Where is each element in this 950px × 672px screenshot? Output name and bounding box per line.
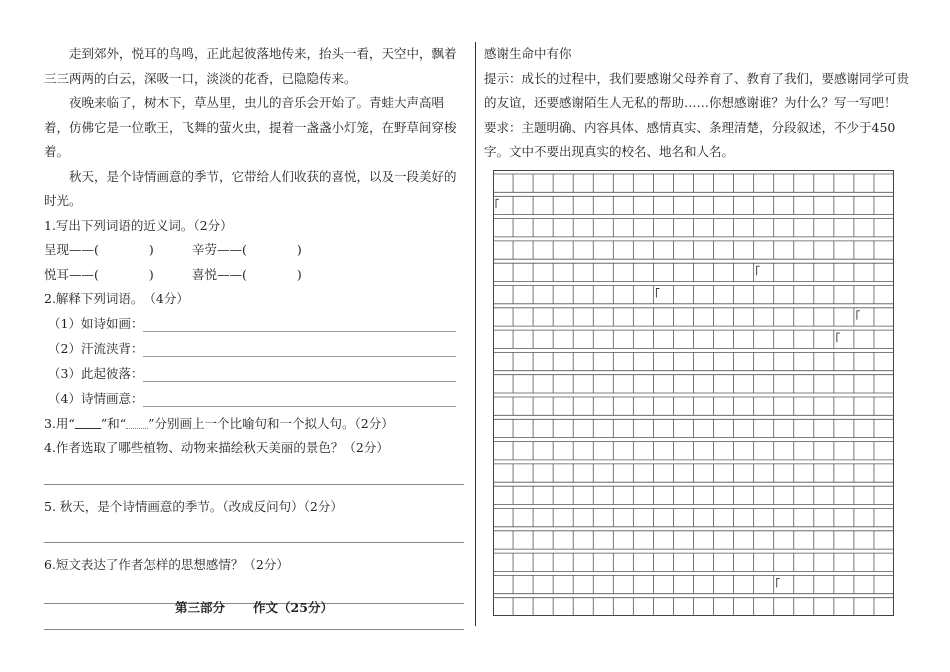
question-3 — [44, 412, 464, 437]
paragraph-mark — [777, 578, 780, 587]
paragraph-mark — [837, 333, 840, 342]
spacer — [44, 519, 464, 541]
question-5: 5. 秋天，是个诗情画意的季节。（改成反问句）（2分） — [44, 498, 343, 514]
answer-line[interactable] — [143, 365, 456, 382]
q3-text: ”和“ — [100, 415, 127, 431]
column-divider — [475, 42, 476, 626]
writing-grid[interactable] — [493, 170, 894, 616]
left-column — [44, 42, 464, 630]
q2-label: （4）诗情画意： — [48, 391, 144, 406]
answer-line[interactable] — [44, 628, 464, 630]
passage-paragraph-1: 走到郊外，悦耳的鸟鸣，正此起彼落地传来，抬头一看，天空中，飘着三三两两的白云，深吸一口，淡淡的花香，已隐隐传来。 — [44, 46, 457, 86]
spacer — [44, 461, 464, 483]
section-name: 作文（25分） — [253, 600, 333, 615]
q3-text: ”分别画上一个比喻句和一个拟人句。（2分） — [148, 415, 394, 431]
essay-title: 感谢生命中有你 — [484, 46, 572, 61]
essay-hint: 提示：成长的过程中，我们要感谢父母养育了、教育了我们，要感谢同学可贵的友谊，还要感谢陌生人无私的帮助……你想感谢谁？为什么？写一写吧！ — [484, 70, 910, 110]
paragraph-mark — [857, 311, 860, 320]
answer-line[interactable] — [143, 390, 456, 407]
question-4: 4.作者选取了哪些植物、动物来描绘秋天美丽的景色？（2分） — [44, 440, 389, 455]
paragraph-mark — [656, 289, 659, 298]
q1-item: 喜悦——( ) — [192, 266, 302, 282]
spacer — [44, 485, 464, 495]
q2-row — [44, 387, 464, 412]
q1-item: 呈现——( ) — [44, 242, 154, 257]
q1-item: 悦耳——( ) — [44, 266, 154, 282]
spacer — [44, 543, 464, 553]
section-part: 第三部分 — [175, 600, 226, 615]
q1-row-1 — [44, 238, 464, 263]
question-6: 6.短文表达了作者怎样的思想感情？（2分） — [44, 557, 289, 572]
q1-row-2 — [44, 263, 464, 288]
answer-line[interactable] — [143, 315, 456, 332]
paragraph-mark — [496, 199, 499, 208]
q2-row — [44, 312, 464, 337]
passage-paragraph-2: 夜晚来临了，树木下，草丛里，虫儿的音乐会开始了。青蛙大声高唱着，仿佛它是一位歌王，飞舞的萤火虫，提着一盏盏小灯笼，在野草间穿梭着。 — [44, 95, 457, 159]
passage-paragraph-3: 秋天，是个诗情画意的季节，它带给人们收获的喜悦，以及一段美好的时光。 — [44, 168, 457, 208]
q2-label: （3）此起彼落： — [48, 366, 144, 381]
q1-item: 辛劳——( ) — [192, 242, 302, 257]
section-title — [44, 598, 464, 616]
essay-requirement: 要求：主题明确、内容具体、感情真实、条理清楚，分段叙述，不少于450字。文中不要出现真实的校名、地名和人名。 — [484, 119, 896, 159]
question-1: 1.写出下列词语的近义词。（2分） — [44, 217, 233, 233]
paragraph-mark — [757, 266, 760, 275]
right-column — [484, 42, 914, 165]
q2-row — [44, 337, 464, 362]
question-2: 2.解释下列词语。 （4分） — [44, 291, 189, 306]
wavy-line-mark — [126, 420, 148, 429]
q2-label: （1）如诗如画： — [48, 316, 144, 331]
q3-text: 3.用“ — [44, 415, 75, 431]
answer-line[interactable] — [143, 340, 456, 357]
straight-line-mark — [75, 420, 101, 429]
q2-row — [44, 362, 464, 387]
q2-label: （2）汗流浃背： — [48, 341, 144, 356]
